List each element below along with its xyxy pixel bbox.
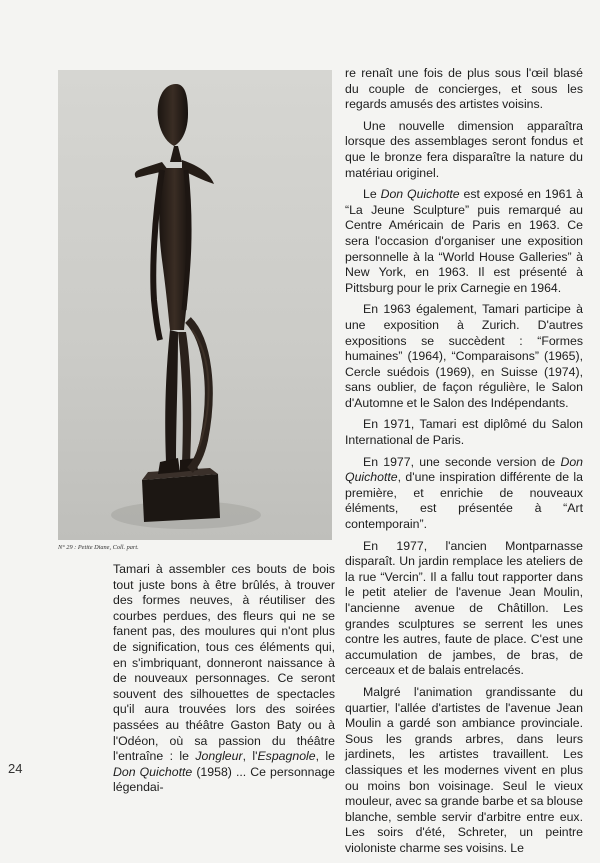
paragraph: Malgré l'animation grandissante du quartier, l'allée d'artistes de l'avenue Jean Moulin a gardé son ambiance provinciale. Sous les grands arbres, dans leurs jardinets, les artistes travaillent. Les classiques et les modernes vivent en plus ou moins bon voisinage. Seul le vieux mouleur, avec sa grande barbe et sa blouse blanche, semble servir d'arbitre entre eux. Les soirs d'été, Schreter, un peintre violoniste charme ses voisins. Le <box>345 684 583 855</box>
text-run: Tamari à assembler ces bouts de bois tout juste bons à être brûlés, à trouver des formes neuves, à réutiliser des courbes perdues, des fleurs qui ne se fanent pas, des moulures qui n'ont plus de signification, tous ces éléments qui, en s'imbriquant, donneront naissance à de nouveaux personnages. Ce seront souvent des silhouettes de spectacles qu'il aura trouvées lors des soirées passées au théâtre Gaston Baty ou à l'Odéon, où sa passion du théâtre l'entraîne : le <box>113 562 335 764</box>
figure-caption: N° 29 : Petite Diane, Coll. part. <box>58 544 139 551</box>
paragraph: re renaît une fois de plus sous l'œil blasé du couple de concierges, et sous les regards amusés des artistes voisins. <box>345 66 583 112</box>
sculpture-illustration <box>58 70 332 540</box>
paragraph <box>345 187 583 296</box>
work-title: Espagnole <box>257 749 316 764</box>
text-run: En 1977, une seconde version de <box>363 454 561 469</box>
paragraph: Une nouvelle dimension apparaîtra lorsque des assemblages seront fondus et que le bronze fera disparaître la nature du matériau originel. <box>345 118 583 180</box>
paragraph <box>113 562 335 796</box>
work-title: Don Quichotte <box>345 454 583 485</box>
text-run: , d'une inspiration différente de la première, et enrichie de nouveaux éléments, est présentée à “Art contemporain”. <box>345 470 583 532</box>
paragraph: En 1977, l'ancien Montparnasse disparaît. Un jardin remplace les ateliers de la rue “Vercin”. Il a fallu tout rapporter dans le petit atelier de l'avenue Jean Moulin, l'ancienne avenue de Châtillon. Les grandes sculptures se serrent les unes contre les autres, faute de place. C'est une accumulation de jambes, de bras, de cerceaux et de balais entrelacés. <box>345 538 583 678</box>
text-run: (1958) ... Ce personnage légendai- <box>113 764 335 795</box>
paragraph: En 1971, Tamari est diplômé du Salon International de Paris. <box>345 417 583 448</box>
text-run: est exposé en 1961 à “La Jeune Sculpture” puis remarqué au Centre Américain de Paris en 1963. Ce sera l'occasion d'organiser une exposition personnelle à la “World House Galleries” à New York, en 1963. Il est présenté à Pittsburg pour le prix Carnegie en 1964. <box>345 187 583 295</box>
text-run: , l' <box>242 749 258 764</box>
paragraph <box>345 455 583 533</box>
page-number: 24 <box>8 761 23 776</box>
work-title: Don Quichotte <box>380 187 460 202</box>
sculpture-photo <box>58 70 332 540</box>
left-text-column <box>113 562 335 802</box>
text-run: Le <box>363 187 381 202</box>
text-run: , le <box>315 749 335 764</box>
work-title: Jongleur <box>195 749 243 764</box>
paragraph: En 1963 également, Tamari participe à une exposition à Zurich. D'autres expositions se succèdent : “Formes humaines” (1964), “Comparaisons” (1965), Cercle suédois (1969), en Suisse (1974), sans oublier, de façon régulière, le Salon d'Automne et le Salon des Indépendants. <box>345 302 583 410</box>
right-text-column <box>345 66 583 863</box>
work-title: Don Quichotte <box>113 764 193 779</box>
